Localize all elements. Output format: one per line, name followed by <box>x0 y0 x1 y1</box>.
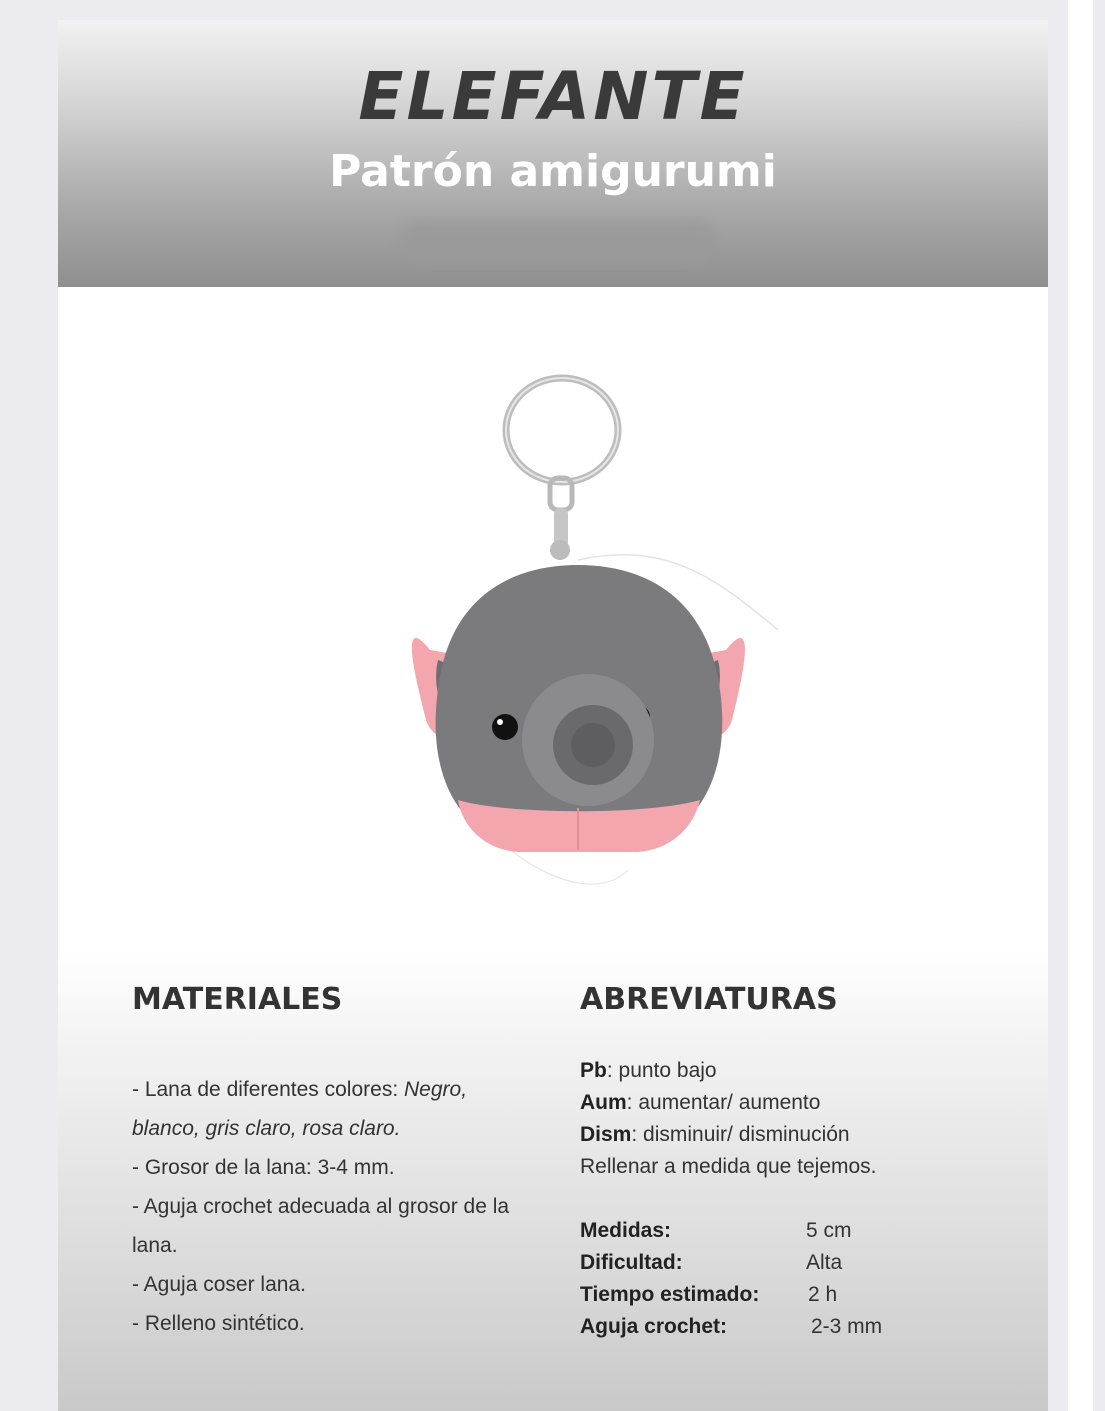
spec-row <box>580 1215 980 1247</box>
spec-value: 2-3 mm <box>811 1315 883 1338</box>
spec-label: Dificultad: <box>580 1251 683 1274</box>
spec-row <box>580 1279 980 1311</box>
materials-item: - Grosor de la lana: 3-4 mm. <box>132 1156 395 1179</box>
spec-value: 2 h <box>808 1283 838 1306</box>
right-frame-border <box>1068 0 1093 1411</box>
spec-row <box>580 1311 980 1343</box>
spec-label: Medidas: <box>580 1219 672 1242</box>
materials-item: - Lana de diferentes colores: Negro, blanco, gris claro, rosa claro. <box>132 1078 468 1140</box>
abbreviation-entry: Dism: disminuir/ disminución <box>580 1123 850 1146</box>
left-eye-icon <box>492 714 518 740</box>
page-subtitle: Patrón amigurumi <box>329 146 777 197</box>
page-title: ELEFANTE <box>358 58 748 135</box>
specs-table <box>580 1215 980 1343</box>
spec-label: Aguja crochet: <box>580 1315 728 1338</box>
pattern-page <box>58 20 1048 1411</box>
spec-label: Tiempo estimado: <box>580 1283 760 1306</box>
materials-item: - Relleno sintético. <box>132 1312 305 1335</box>
spec-row <box>580 1247 980 1279</box>
materials-list <box>132 1070 512 1343</box>
materials-item: - Aguja coser lana. <box>132 1273 306 1296</box>
blurred-watermark <box>398 220 718 264</box>
spec-value: 5 cm <box>806 1219 852 1242</box>
abbreviations-list <box>580 1055 980 1183</box>
header-banner <box>58 20 1048 287</box>
spec-value: Alta <box>806 1251 843 1274</box>
elephant-keychain-photo <box>338 360 808 920</box>
materials-heading: MATERIALES <box>132 982 343 1017</box>
abbreviation-entry: Pb: punto bajo <box>580 1059 717 1082</box>
abbreviation-note: Rellenar a medida que tejemos. <box>580 1155 877 1178</box>
materials-item: - Aguja crochet adecuada al grosor de la lana. <box>132 1195 510 1257</box>
abbreviations-heading: ABREVIATURAS <box>580 982 838 1017</box>
abbreviation-entry: Aum: aumentar/ aumento <box>580 1091 821 1114</box>
